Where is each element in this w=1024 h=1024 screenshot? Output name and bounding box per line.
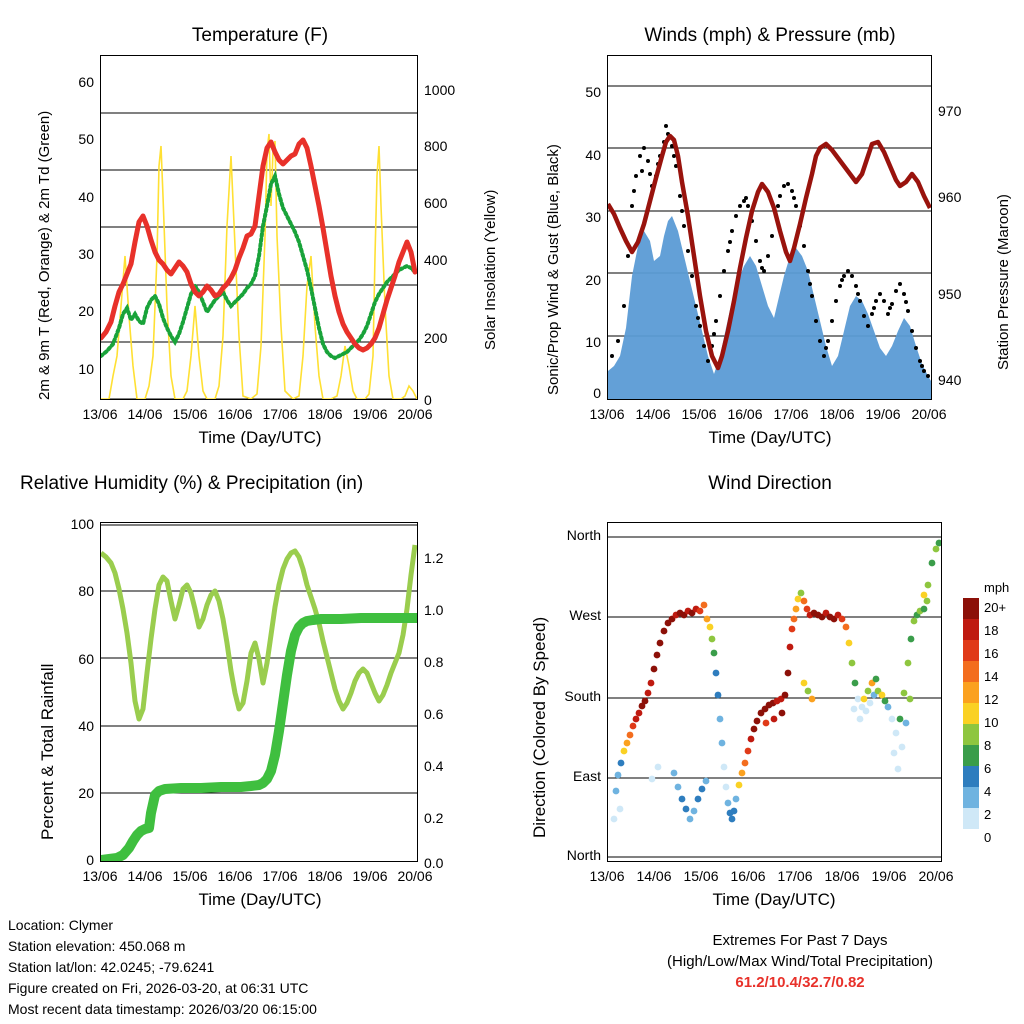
winddir-legend-title: mph	[984, 580, 1010, 595]
humidity-xtick: 14/06	[127, 868, 163, 884]
temperature-ytick-right: 800	[424, 138, 448, 154]
winds-ylabel-right: Station Pressure (Maroon)	[995, 194, 1012, 370]
legend-swatch-20plus	[963, 598, 979, 619]
temperature-ytick-left: 40	[78, 189, 94, 205]
winddir-ytick: South	[564, 688, 601, 704]
legend-label: 2	[984, 807, 992, 822]
winddir-xtick: 16/06	[730, 868, 766, 884]
footer-location: Location: Clymer	[8, 917, 114, 933]
temperature-xtick: 14/06	[127, 406, 163, 422]
temperature-xlabel: Time (Day/UTC)	[198, 428, 322, 447]
winddir-ytick: North	[566, 847, 601, 863]
legend-label: 14	[984, 669, 999, 684]
extremes-block	[590, 930, 1010, 993]
humidity-ytick-right: 0.8	[424, 654, 444, 670]
legend-swatch-12	[963, 682, 979, 703]
humidity-ytick-right: 0.4	[424, 758, 444, 774]
temperature-xtick: 18/06	[307, 406, 343, 422]
temperature-ytick-right: 400	[424, 252, 448, 268]
temperature-ytick-left: 20	[78, 303, 94, 319]
winddir-ytick: North	[566, 527, 601, 543]
winds-ytick-left: 40	[585, 147, 601, 163]
winddir-ytick: West	[569, 607, 601, 623]
humidity-ytick-left: 0	[86, 852, 94, 868]
footer-latlon: Station lat/lon: 42.0245; -79.6241	[8, 959, 215, 975]
extremes-values: 61.2/10.4/32.7/0.82	[735, 974, 865, 991]
humidity-xtick: 18/06	[307, 868, 343, 884]
humidity-xtick: 13/06	[82, 868, 118, 884]
legend-label: 8	[984, 738, 992, 753]
legend-swatch-16	[963, 640, 979, 661]
winds-xtick: 16/06	[727, 406, 763, 422]
humidity-ytick-left: 80	[78, 583, 94, 599]
winds-ytick-right: 970	[938, 103, 962, 119]
winds-title: Winds (mph) & Pressure (mb)	[644, 25, 896, 46]
legend-label: 0	[984, 830, 992, 845]
footer-elevation: Station elevation: 450.068 m	[8, 938, 186, 954]
humidity-plot	[100, 522, 418, 862]
legend-label: 18	[984, 623, 999, 638]
legend-label: 10	[984, 715, 999, 730]
winddir-xtick: 13/06	[589, 868, 625, 884]
winddir-plot	[607, 522, 942, 862]
winds-plot	[607, 55, 932, 400]
legend-swatch-6	[963, 745, 979, 766]
temperature-ylabel-right: Solar Insolation (Yellow)	[482, 189, 499, 350]
legend-swatch-10	[963, 703, 979, 724]
winds-xtick: 15/06	[681, 406, 717, 422]
humidity-xtick: 17/06	[262, 868, 298, 884]
legend-label: 16	[984, 646, 999, 661]
legend-label: 12	[984, 692, 999, 707]
legend-swatch-0	[963, 808, 979, 829]
winds-xtick: 13/06	[589, 406, 625, 422]
winds-xtick: 18/06	[819, 406, 855, 422]
temperature-ylabel-left: 2m & 9m T (Red, Orange) & 2m Td (Green)	[36, 110, 53, 400]
extremes-subheading: (High/Low/Max Wind/Total Precipitation)	[667, 953, 933, 970]
legend-swatch-4	[963, 766, 979, 787]
winddir-xlabel: Time (Day/UTC)	[712, 890, 836, 909]
winds-ytick-left: 0	[593, 385, 601, 401]
winddir-ylabel: Direction (Colored By Speed)	[530, 616, 549, 838]
winds-ytick-left: 30	[585, 209, 601, 225]
humidity-ytick-left: 60	[78, 651, 94, 667]
winds-ytick-left: 50	[585, 84, 601, 100]
temperature-xtick: 19/06	[352, 406, 388, 422]
humidity-xtick: 20/06	[397, 868, 433, 884]
winddir-xtick: 19/06	[871, 868, 907, 884]
winds-ytick-left: 10	[585, 334, 601, 350]
humidity-ytick-right: 0.0	[424, 855, 444, 871]
winds-xtick: 20/06	[911, 406, 947, 422]
footer-recent-timestamp: Most recent data timestamp: 2026/03/20 06:15:00	[8, 1001, 317, 1017]
humidity-ytick-left: 40	[78, 718, 94, 734]
humidity-xtick: 16/06	[217, 868, 253, 884]
temperature-xtick: 16/06	[217, 406, 253, 422]
winds-xlabel: Time (Day/UTC)	[708, 428, 832, 447]
temperature-ytick-left: 10	[78, 361, 94, 377]
humidity-title: Relative Humidity (%) & Precipitation (in)	[20, 473, 364, 494]
humidity-ytick-right: 0.2	[424, 810, 444, 826]
temperature-ytick-right: 200	[424, 330, 448, 346]
temperature-ytick-right: 1000	[424, 82, 456, 98]
temperature-xtick: 20/06	[397, 406, 433, 422]
winds-ytick-right: 960	[938, 189, 962, 205]
humidity-ylabel-left: Percent & Total Rainfall	[38, 663, 57, 840]
temperature-title: Temperature (F)	[191, 25, 329, 46]
winds-xtick: 19/06	[865, 406, 901, 422]
winddir-xtick: 17/06	[777, 868, 813, 884]
winds-ytick-left: 20	[585, 272, 601, 288]
winds-xtick: 14/06	[635, 406, 671, 422]
temperature-plot	[100, 55, 418, 400]
temperature-ytick-left: 50	[78, 131, 94, 147]
legend-swatch-18	[963, 619, 979, 640]
winddir-xtick: 15/06	[683, 868, 719, 884]
legend-label: 6	[984, 761, 992, 776]
winds-xtick: 17/06	[773, 406, 809, 422]
humidity-ytick-right: 0.6	[424, 706, 444, 722]
temperature-xtick: 17/06	[262, 406, 298, 422]
humidity-xtick: 19/06	[352, 868, 388, 884]
winddir-ytick: East	[572, 768, 601, 784]
humidity-xlabel: Time (Day/UTC)	[198, 890, 322, 909]
temperature-xtick: 15/06	[172, 406, 208, 422]
temperature-ytick-right: 0	[424, 392, 432, 408]
legend-swatch-8	[963, 724, 979, 745]
winds-ytick-right: 940	[938, 372, 962, 388]
legend-swatch-14	[963, 661, 979, 682]
humidity-xtick: 15/06	[172, 868, 208, 884]
temperature-ytick-left: 30	[78, 246, 94, 262]
winds-ylabel-left: Sonic/Prop Wind & Gust (Blue, Black)	[545, 144, 562, 395]
winds-ytick-right: 950	[938, 286, 962, 302]
legend-label: 4	[984, 784, 992, 799]
temperature-xtick: 13/06	[82, 406, 118, 422]
humidity-ytick-right: 1.0	[424, 602, 444, 618]
footer-created: Figure created on Fri, 2026-03-20, at 06:31 UTC	[8, 980, 309, 996]
humidity-ytick-right: 1.2	[424, 550, 444, 566]
legend-label: 20+	[984, 600, 1007, 615]
winddir-title: Wind Direction	[708, 473, 832, 494]
winddir-xtick: 14/06	[636, 868, 672, 884]
temperature-ytick-right: 600	[424, 195, 448, 211]
extremes-heading: Extremes For Past 7 Days	[712, 932, 888, 949]
humidity-ytick-left: 20	[78, 785, 94, 801]
winddir-xtick: 18/06	[824, 868, 860, 884]
winddir-xtick: 20/06	[918, 868, 954, 884]
legend-swatch-2	[963, 787, 979, 808]
temperature-ytick-left: 60	[78, 74, 94, 90]
humidity-ytick-left: 100	[70, 516, 94, 532]
